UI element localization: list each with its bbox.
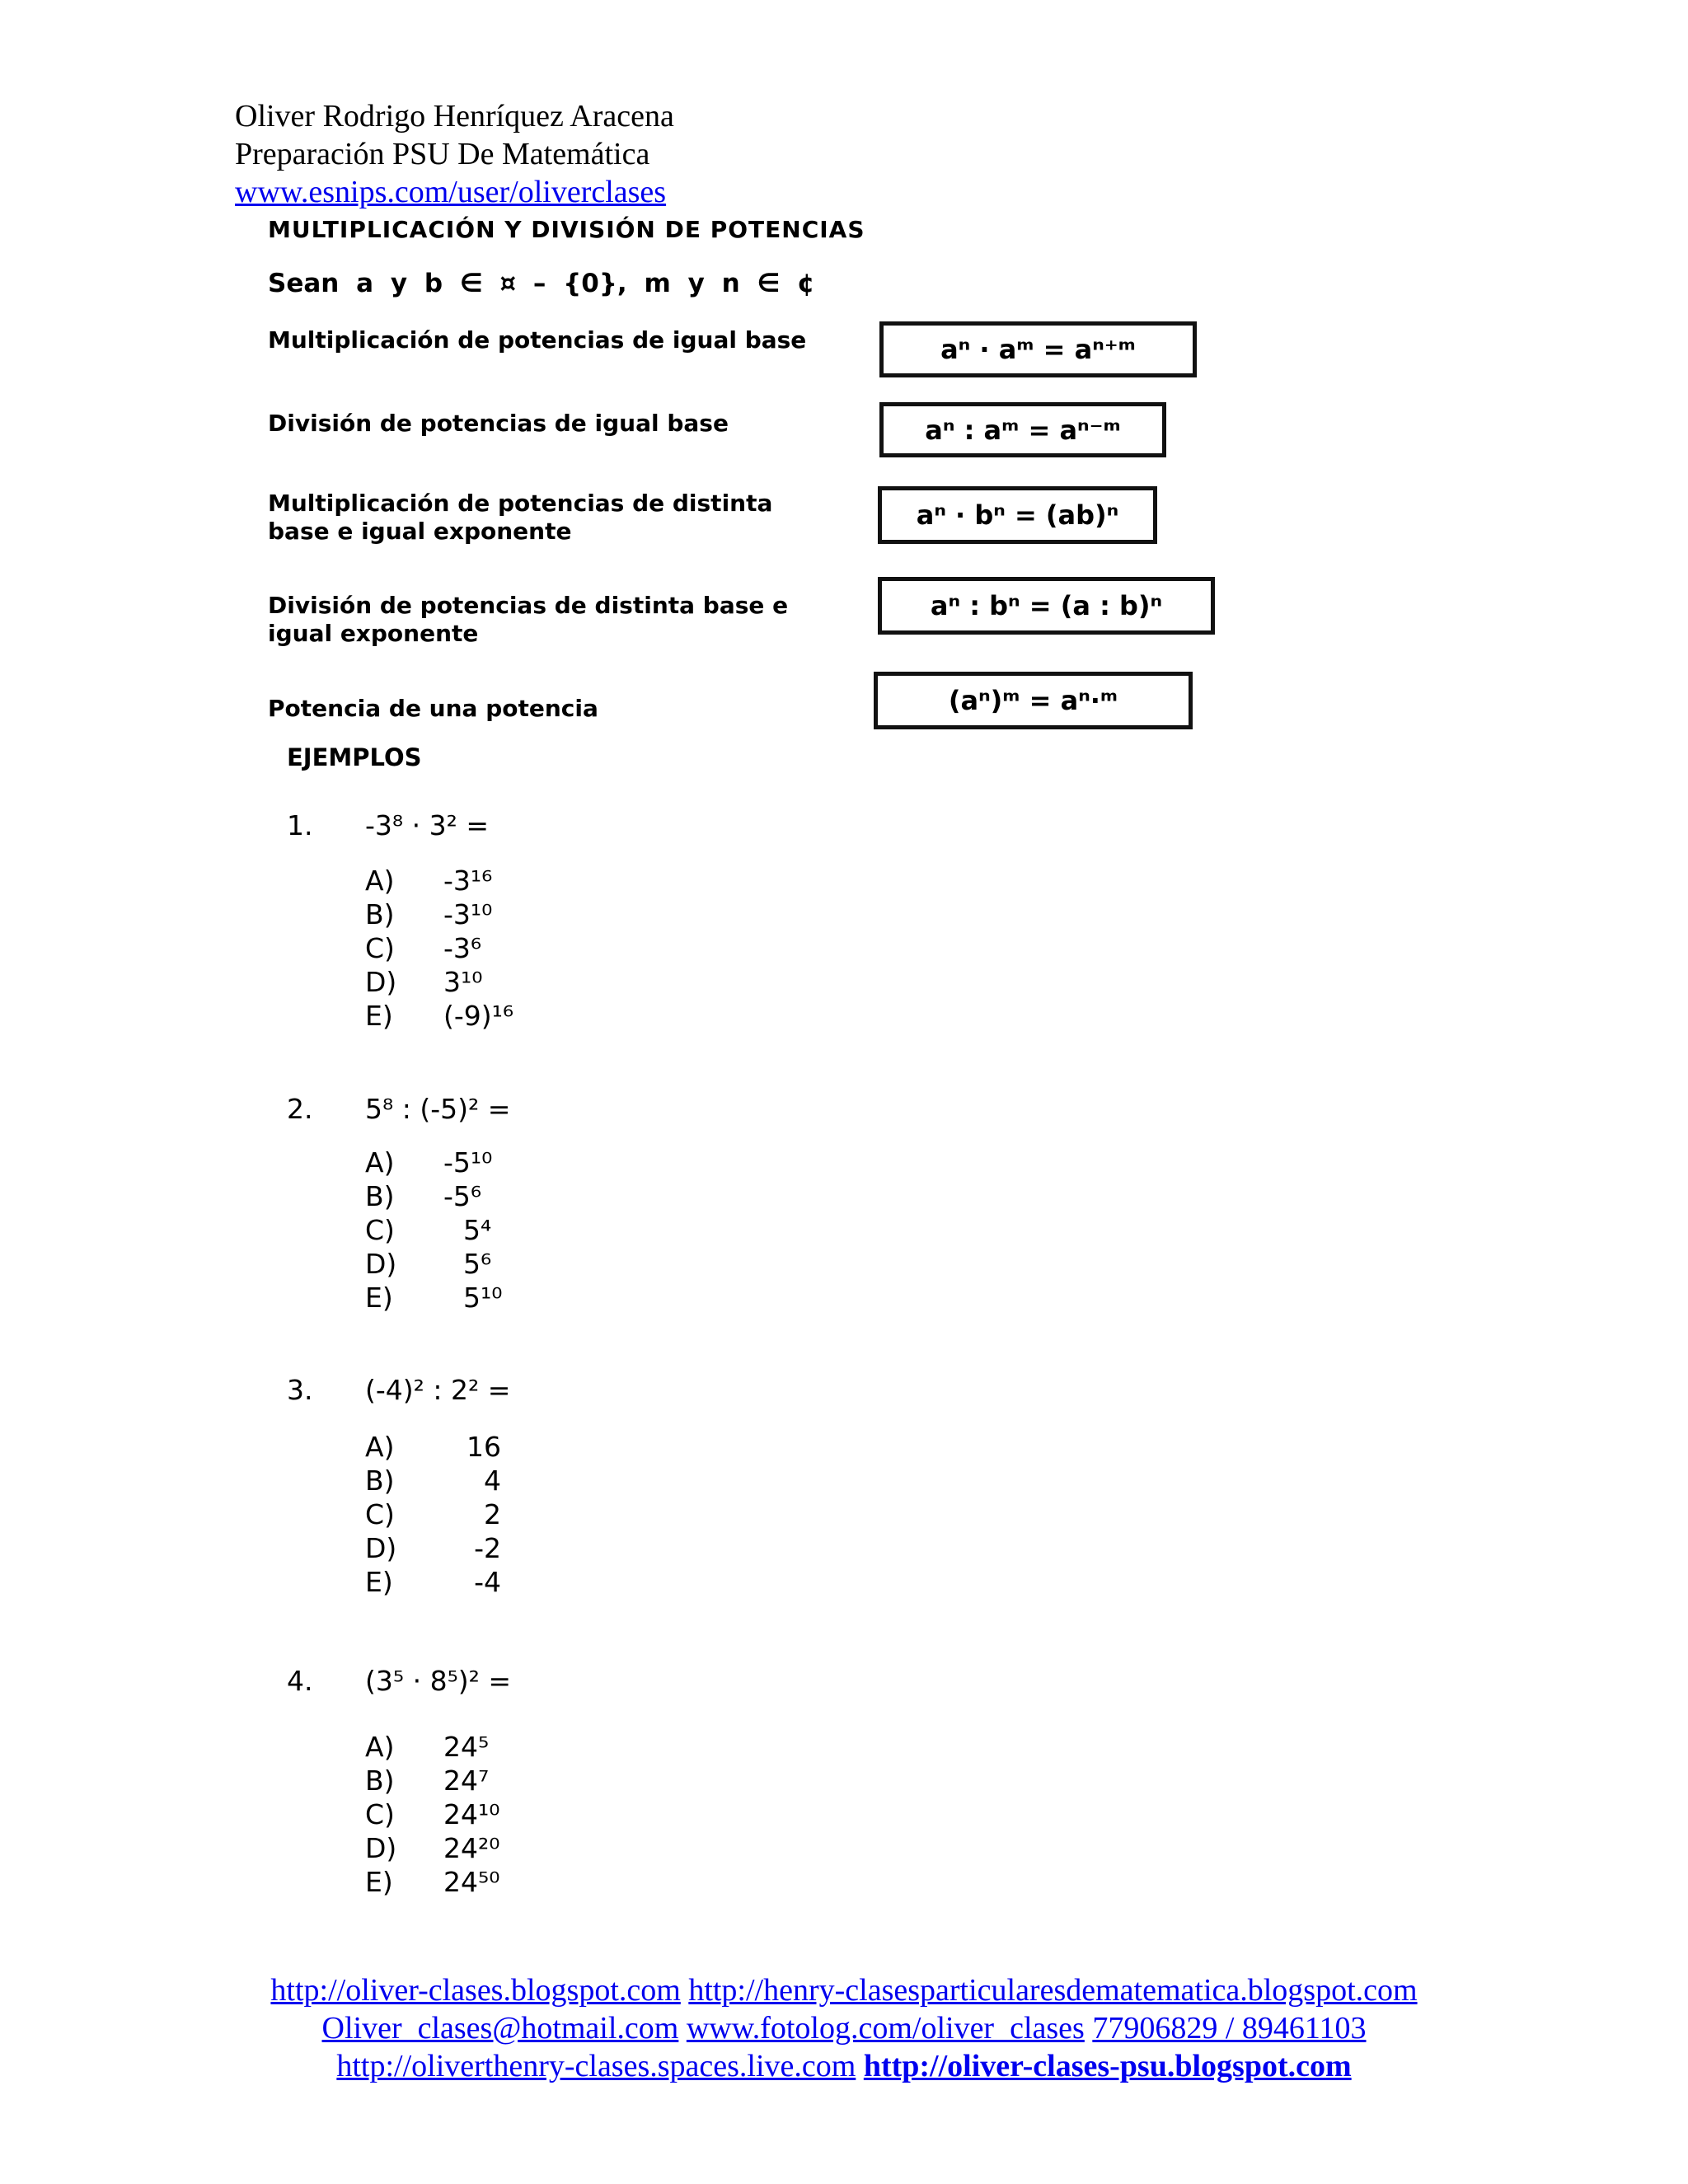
spaces-link[interactable]: http://oliverthenry-clases.spaces.live.com (336, 2049, 856, 2083)
option-e (365, 1565, 501, 1599)
question-number: 4. (287, 1665, 313, 1697)
option-value: (-9)¹⁶ (443, 1000, 514, 1032)
question-3 (287, 1374, 510, 1406)
option-value: 24⁵⁰ (443, 1866, 500, 1898)
option-b (365, 1179, 502, 1213)
option-letter: D) (365, 966, 397, 998)
course-name: Preparación PSU De Matemática (235, 137, 650, 171)
option-a (365, 1730, 499, 1764)
option-e (365, 1865, 499, 1899)
question-2 (287, 1093, 510, 1125)
option-value: -3¹⁰ (443, 898, 493, 930)
option-letter: A) (365, 1431, 395, 1463)
option-value: 24⁵ (443, 1731, 490, 1763)
options-3 (365, 1430, 501, 1599)
option-c (365, 931, 513, 965)
question-number: 3. (287, 1374, 313, 1406)
option-value: -4 (474, 1566, 501, 1598)
option-letter: E) (365, 1566, 393, 1598)
option-letter: D) (365, 1248, 397, 1280)
option-b (365, 898, 513, 931)
options-4 (365, 1730, 499, 1899)
option-letter: C) (365, 1798, 395, 1830)
option-letter: B) (365, 1180, 395, 1212)
option-letter: A) (365, 1731, 395, 1763)
option-value: 4 (484, 1465, 501, 1497)
option-letter: B) (365, 1765, 395, 1797)
options-1 (365, 864, 513, 1033)
option-letter: C) (365, 932, 395, 964)
options-2 (365, 1146, 502, 1315)
option-letter: C) (365, 1214, 395, 1246)
option-value: 3¹⁰ (443, 966, 483, 998)
option-letter: A) (365, 1146, 395, 1179)
option-d (365, 1247, 502, 1281)
option-d (365, 1531, 501, 1565)
option-a (365, 864, 513, 898)
question-1 (287, 809, 489, 841)
formula-box-4: aⁿ : bⁿ = (a : b)ⁿ (878, 577, 1215, 635)
option-value: 24¹⁰ (443, 1798, 500, 1830)
option-c (365, 1497, 501, 1531)
question-number: 2. (287, 1093, 313, 1125)
option-letter: D) (365, 1532, 397, 1564)
option-d (365, 965, 513, 999)
blog-link-2[interactable]: http://henry-clasesparticularesdematematica.blogspot.com (688, 1973, 1418, 2008)
examples-title: EJEMPLOS (287, 743, 422, 771)
option-value: -5¹⁰ (443, 1146, 493, 1179)
option-value: 24²⁰ (443, 1832, 500, 1864)
option-value: 5⁶ (463, 1248, 492, 1280)
option-value: 5¹⁰ (463, 1282, 503, 1314)
option-a (365, 1430, 501, 1464)
page-title: MULTIPLICACIÓN Y DIVISIÓN DE POTENCIAS (268, 216, 865, 243)
rule-label-3: Multiplicación de potencias de distinta base e igual exponente (268, 490, 773, 545)
option-letter: D) (365, 1832, 397, 1864)
option-letter: B) (365, 898, 395, 930)
option-letter: B) (365, 1465, 395, 1497)
question-expression: (-4)² : 2² = (365, 1374, 511, 1406)
formula-box-3: aⁿ · bⁿ = (ab)ⁿ (878, 486, 1157, 544)
option-e (365, 999, 513, 1033)
esnips-link[interactable]: www.esnips.com/user/oliverclases (235, 175, 667, 209)
option-value: -2 (474, 1532, 501, 1564)
author-name: Oliver Rodrigo Henríquez Aracena (235, 99, 674, 134)
option-b (365, 1464, 501, 1497)
option-value: 5⁴ (463, 1214, 492, 1246)
rule-label-5: Potencia de una potencia (268, 695, 598, 722)
email-link[interactable]: Oliver_clases@hotmail.com (321, 2011, 679, 2046)
rule-label-2: División de potencias de igual base (268, 410, 729, 437)
question-expression: (3⁵ · 8⁵)² = (365, 1665, 512, 1697)
formula-box-2: aⁿ : aᵐ = aⁿ⁻ᵐ (879, 402, 1166, 457)
option-value: -3¹⁶ (443, 865, 493, 897)
option-c (365, 1797, 499, 1831)
phone-numbers[interactable]: 77906829 / 89461103 (1092, 2011, 1367, 2046)
document-header (235, 97, 674, 211)
option-b (365, 1764, 499, 1797)
option-letter: E) (365, 1866, 393, 1898)
option-e (365, 1281, 502, 1315)
rule-label-4: División de potencias de distinta base e igual exponente (268, 592, 789, 647)
question-expression: -3⁸ · 3² = (365, 809, 489, 841)
question-4 (287, 1665, 511, 1697)
intro-statement: Sean a y b ∈ ¤ – {0}, m y n ∈ ¢ (268, 269, 815, 298)
option-d (365, 1831, 499, 1865)
fotolog-link[interactable]: www.fotolog.com/oliver_clases (686, 2011, 1085, 2046)
option-a (365, 1146, 502, 1179)
psu-blog-link[interactable]: http://oliver-clases-psu.blogspot.com (863, 2049, 1352, 2083)
option-letter: E) (365, 1282, 393, 1314)
formula-box-1: aⁿ · aᵐ = aⁿ⁺ᵐ (879, 321, 1197, 377)
option-value: 24⁷ (443, 1765, 490, 1797)
option-letter: A) (365, 865, 395, 897)
option-value: 16 (467, 1431, 501, 1463)
option-letter: C) (365, 1498, 395, 1530)
rule-label-1: Multiplicación de potencias de igual base (268, 326, 807, 354)
option-value: -5⁶ (443, 1180, 482, 1212)
formula-box-5: (aⁿ)ᵐ = aⁿ·ᵐ (874, 672, 1193, 729)
option-c (365, 1213, 502, 1247)
question-number: 1. (287, 809, 313, 841)
blog-link-1[interactable]: http://oliver-clases.blogspot.com (270, 1973, 681, 2008)
document-footer (0, 1971, 1688, 2085)
option-value: -3⁶ (443, 932, 482, 964)
option-value: 2 (484, 1498, 501, 1530)
question-expression: 5⁸ : (-5)² = (365, 1093, 511, 1125)
option-letter: E) (365, 1000, 393, 1032)
